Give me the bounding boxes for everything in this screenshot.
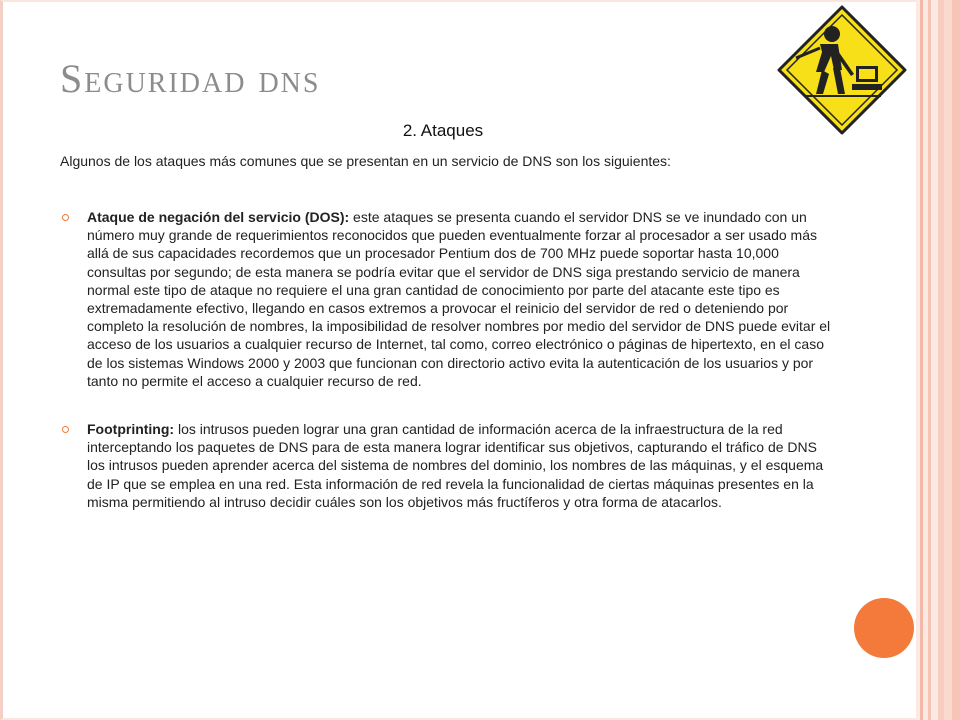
slide-title: Seguridad dns xyxy=(60,56,321,101)
circle-bullet-icon xyxy=(62,426,69,433)
bullet-text: este ataques se presenta cuando el servidor DNS se ve inundado con un número muy grande de requerimientos reconocidos que pueden eventualmente forzar al procesador a ser usado más allá de sus capacidades recordemos que un procesador Pentium dos de 700 MHz puede soportar hasta 10,000 consultas por segundo; de esta manera se podría evitar que el servidor de DNS siga prestando servicio de manera normal este tipo de ataque no requiere el una gran cantidad de conocimiento por parte del atacante este tipo es extremadamente efectivo, llegando en casos extremos a provocar el reinicio del servidor de red o deteniendo por completo la resolución de nombres, la imposibilidad de resolver nombres por medio del servidor de DNS puede evitar el acceso de los usuarios a cualquier recurso de Internet, tal como, correo electrónico o páginas de hipertexto, en el caso de los sistemas Windows 2000 y 2003 que funcionan con directorio activo evita la autenticación de los usuarios y por tanto no permite el acceso a cualquier recurso de red. xyxy=(87,209,831,389)
bullet-term: Footprinting: xyxy=(87,421,175,438)
intro-text: Algunos de los ataques más comunes que se presentan en un servicio de DNS son los siguientes: xyxy=(60,153,671,169)
bullet-text: los intrusos pueden lograr una gran cantidad de información acerca de la infraestructura de la red interceptando los paquetes de DNS para de esta manera lograr identificar sus objetivos, capturando el tráfico de DNS los intrusos pueden aprender acerca del sistema de nombres del dominio, los nombres de las máquinas, y el esquema de IP que se emplea en una red. Esta información de red revela la funcionalidad de ciertas máquinas presentes en la misma permitiendo al intruso decidir cuáles son los objetivos más fructíferos y otra forma de atacarlos. xyxy=(87,421,824,510)
bullet-item-footprinting xyxy=(60,420,832,511)
decorative-stripes xyxy=(916,0,960,720)
bullet-term: Ataque de negación del servicio (DOS): xyxy=(87,209,350,225)
section-heading: 2. Ataques xyxy=(402,121,484,140)
construction-worker-sign-icon xyxy=(776,4,908,136)
bullet-list xyxy=(60,208,832,511)
circle-bullet-icon xyxy=(62,214,69,221)
bullet-item-dos xyxy=(60,208,832,390)
decorative-orange-circle xyxy=(854,598,914,658)
